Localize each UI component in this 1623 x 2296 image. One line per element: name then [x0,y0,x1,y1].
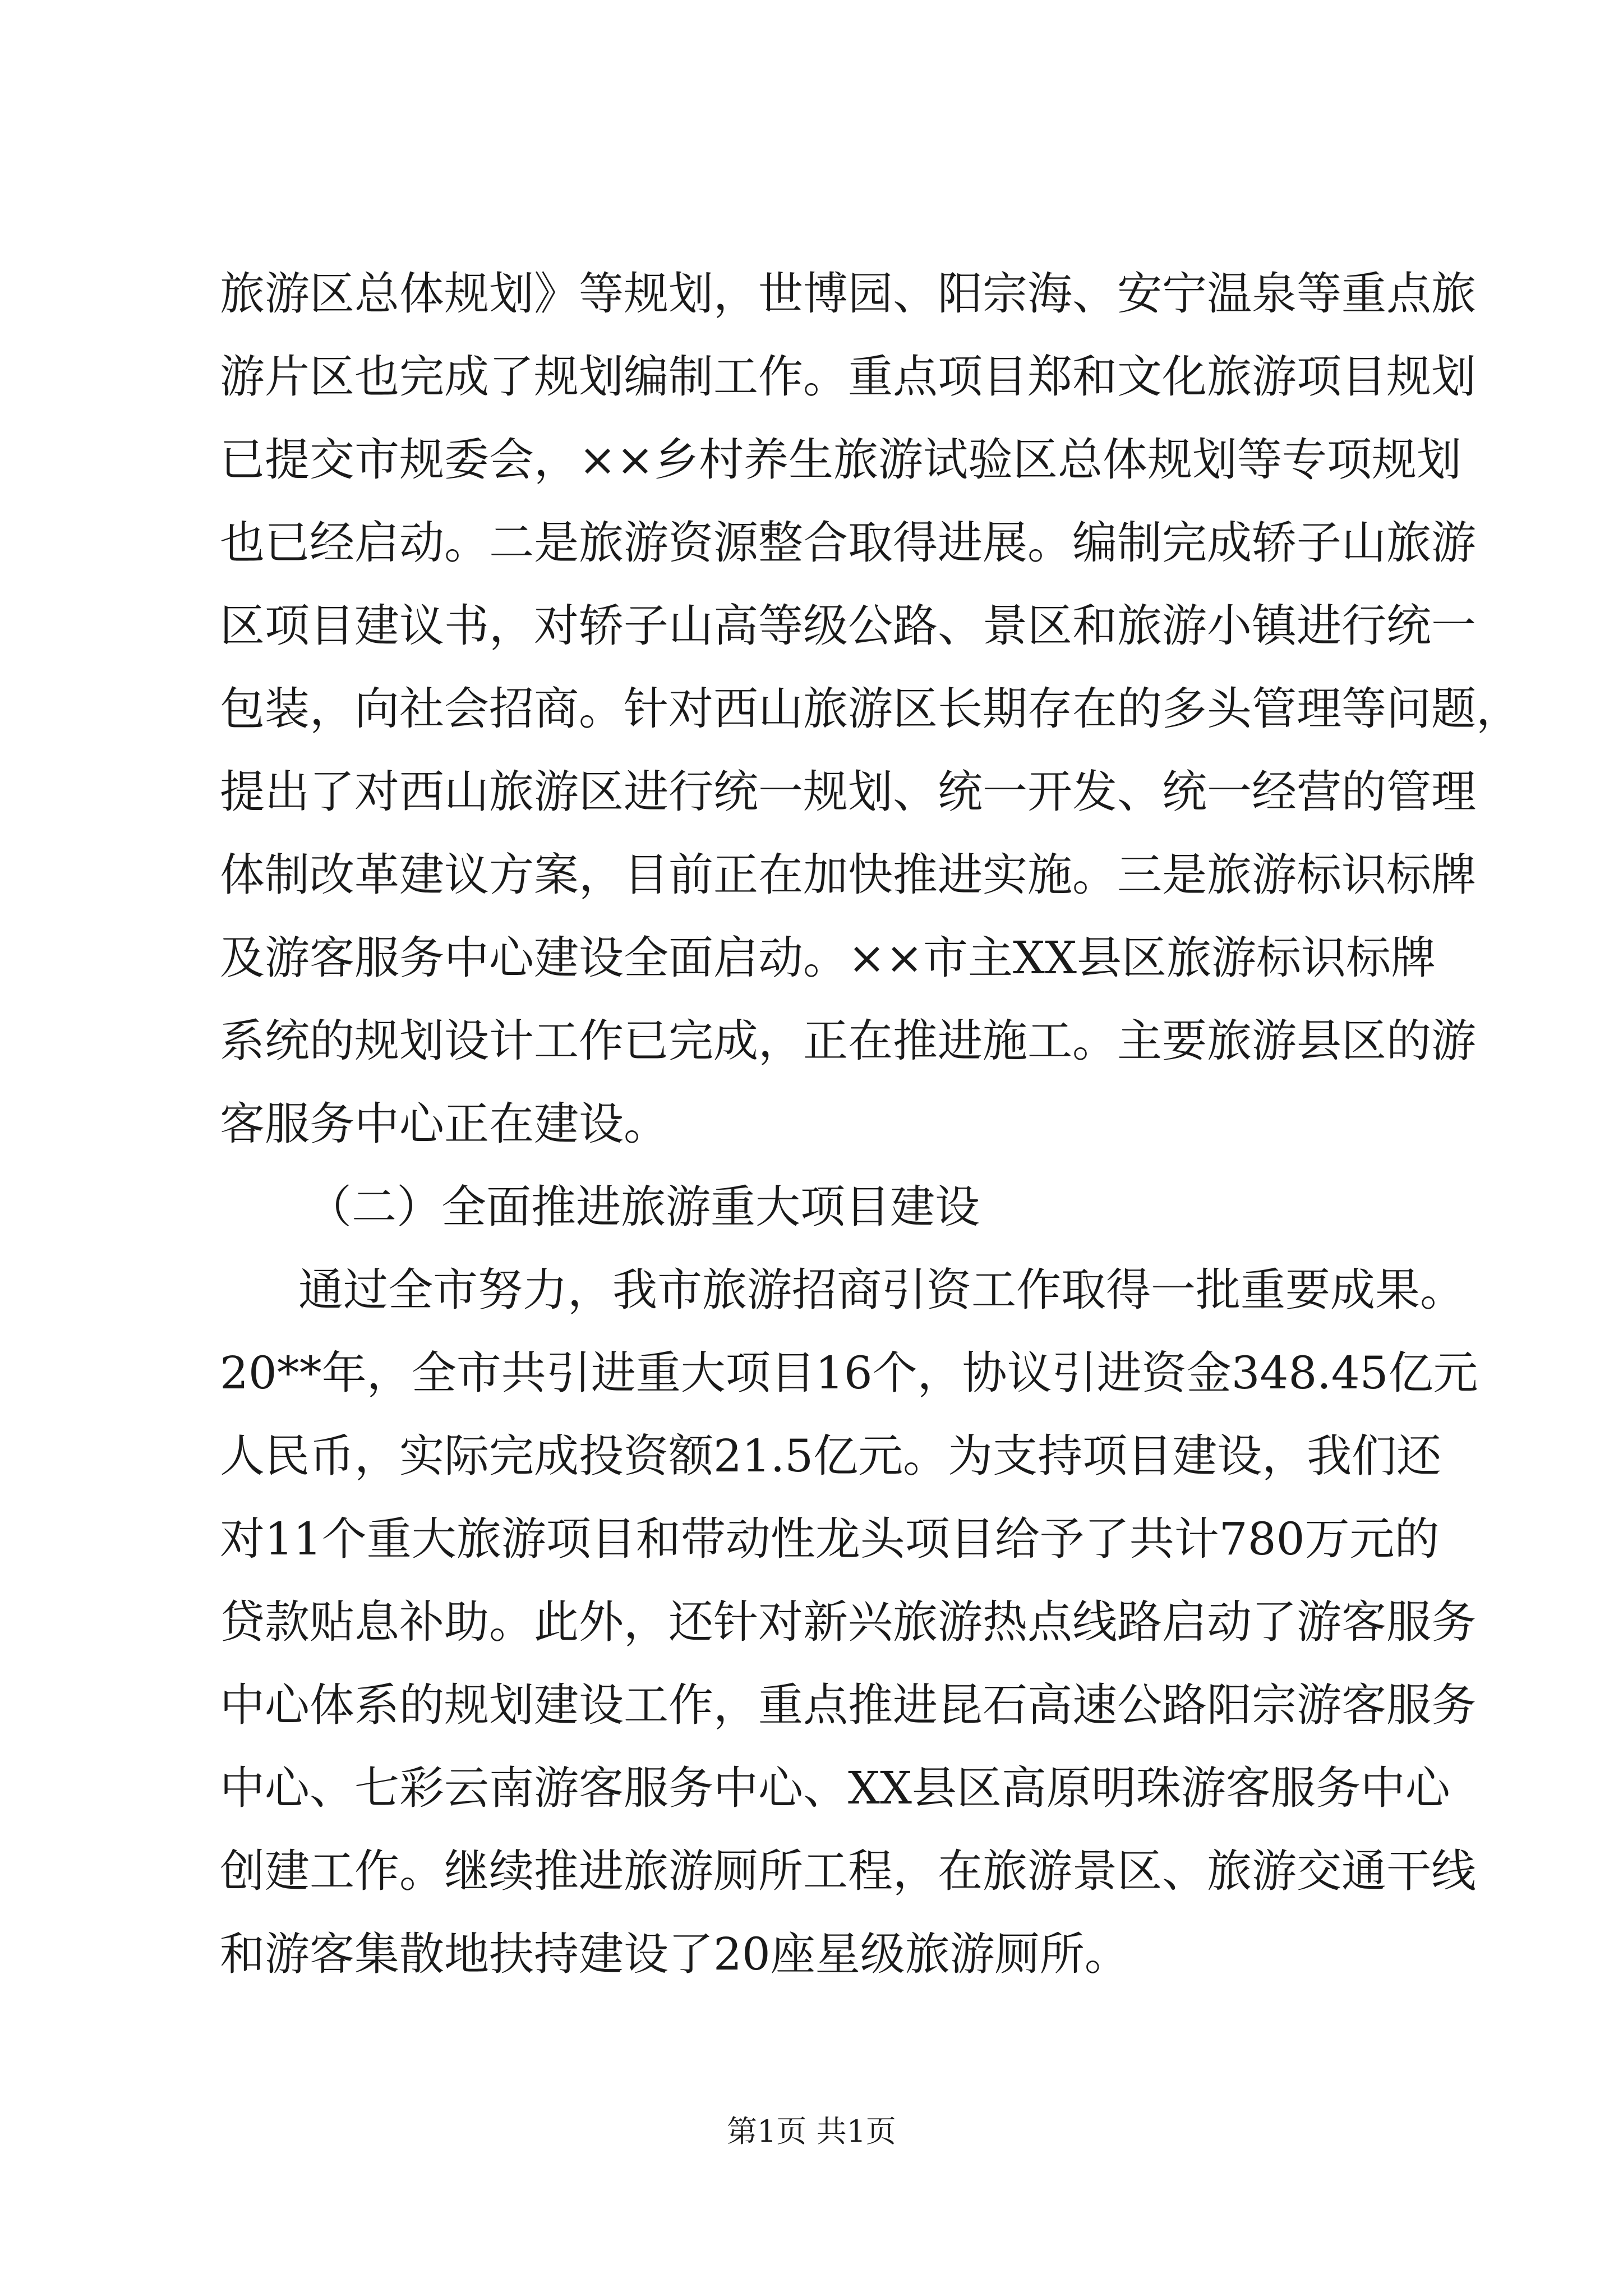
paragraph-line: 对11个重大旅游项目和带动性龙头项目给予了共计780万元的 [220,1513,1440,1565]
paragraph-line: 也已经启动。二是旅游资源整合取得进展。编制完成轿子山旅游 [220,517,1476,569]
paragraph-line: 游片区也完成了规划编制工作。重点项目郑和文化旅游项目规划 [220,351,1476,403]
paragraph-line: 中心、七彩云南游客服务中心、XX县区高原明珠游客服务中心 [220,1762,1450,1814]
paragraph-line: 区项目建议书，对轿子山高等级公路、景区和旅游小镇进行统一 [220,600,1476,652]
paragraph-line: 和游客集散地扶持建设了20座星级旅游厕所。 [220,1928,1129,1980]
paragraph-line: 系统的规划设计工作已完成，正在推进施工。主要旅游县区的游 [220,1015,1476,1067]
paragraph-line: 包装，向社会招商。针对西山旅游区长期存在的多头管理等问题， [220,683,1521,735]
paragraph-line: 体制改革建议方案，目前正在加快推进实施。三是旅游标识标牌 [220,849,1476,901]
paragraph-line: 提出了对西山旅游区进行统一规划、统一开发、统一经营的管理 [220,766,1476,818]
paragraph-line: 人民币，实际完成投资额21.5亿元。为支持项目建设，我们还 [220,1430,1442,1482]
paragraph-line: 通过全市努力，我市旅游招商引资工作取得一批重要成果。 [298,1264,1465,1316]
paragraph-line: 已提交市规委会，××乡村养生旅游试验区总体规划等专项规划 [220,434,1462,486]
paragraph-line: 20**年，全市共引进重大项目16个，协议引进资金348.45亿元 [220,1347,1478,1399]
paragraph-line: 客服务中心正在建设。 [220,1098,668,1150]
document-body [220,252,1521,1996]
paragraph-line: 旅游区总体规划》等规划，世博园、阳宗海、安宁温泉等重点旅 [220,268,1476,320]
page-footer: 第1页 共1页 [727,2114,896,2149]
paragraph-line: 贷款贴息补助。此外，还针对新兴旅游热点线路启动了游客服务 [220,1596,1476,1648]
paragraph-line: 中心体系的规划建设工作，重点推进昆石高速公路阳宗游客服务 [220,1679,1476,1731]
paragraph-line: 及游客服务中心建设全面启动。××市主XX县区旅游标识标牌 [220,932,1436,984]
paragraph-line: 创建工作。继续推进旅游厕所工程，在旅游景区、旅游交通干线 [220,1845,1476,1897]
section-heading: （二）全面推进旅游重大项目建设 [307,1181,980,1233]
